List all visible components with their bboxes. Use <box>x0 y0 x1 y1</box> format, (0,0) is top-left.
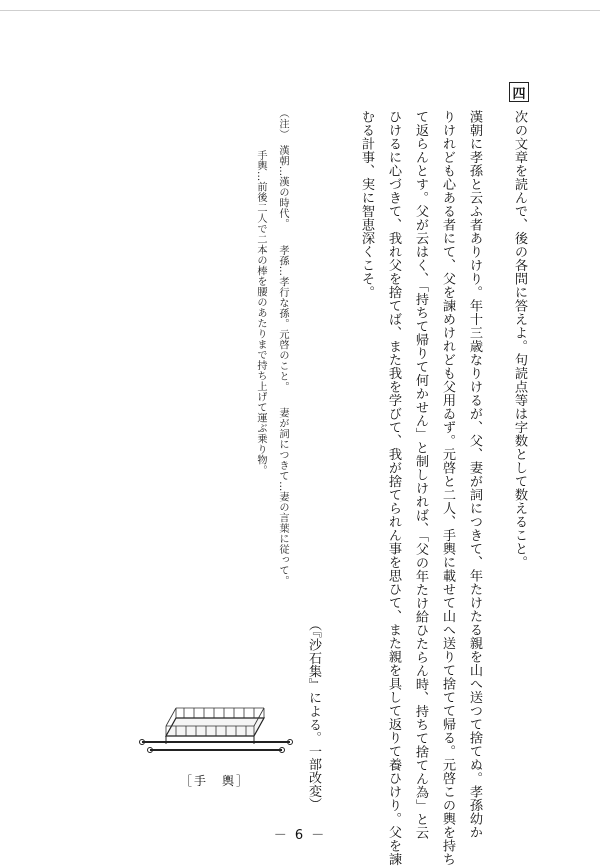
annotation-note: （注） 漢朝…漢の時代。 孝孫…孝行な孫。元啓のこと。 妻が詞につきて…妻の言葉に従って。 <box>277 108 288 587</box>
annotation-note: 手輿…前後二人で二本の棒を腰のあたりまで持ち上げて運ぶ乗り物。 <box>255 108 266 476</box>
passage-line: て返らんとす。父が云はく、「持ちて帰りて何かせん」と制しければ、「父の年たけ給ひたらん時、持ちて捨てん為」と云 <box>413 110 428 840</box>
passage-line: りけれども心ある者にて、父を諫めけれども父用ゐず。元啓と二人、手輿に載せて山へ送りて捨てて帰る。元啓この輿を持ち <box>440 110 455 866</box>
passage-line: 漢朝に孝孫と云ふ者ありけり。年十三歳なりけるが、父、妻が詞につきて、年たけたる親を山へ送つて捨てぬ。孝孫幼か <box>467 110 482 839</box>
illustration-caption: ［手 輿］ <box>180 774 251 788</box>
section-badge: 四 <box>509 82 529 102</box>
passage-line: ひけるに心づきて、我れ父を捨てば、また我を学びて、我が捨てられん事を思ひて、また親を具して返りて養ひけり。父を諫 <box>386 110 401 866</box>
page-number: － 6 － <box>273 828 327 843</box>
top-rule <box>0 10 600 11</box>
passage-line: むる計事、実に智恵深くこそ。 <box>359 110 374 299</box>
source-citation: （『沙石集』による。一部改変） <box>306 618 321 811</box>
instruction-text: 次の文章を読んで、後の各問に答えよ。句読点等は字数として数えること。 <box>512 110 527 569</box>
